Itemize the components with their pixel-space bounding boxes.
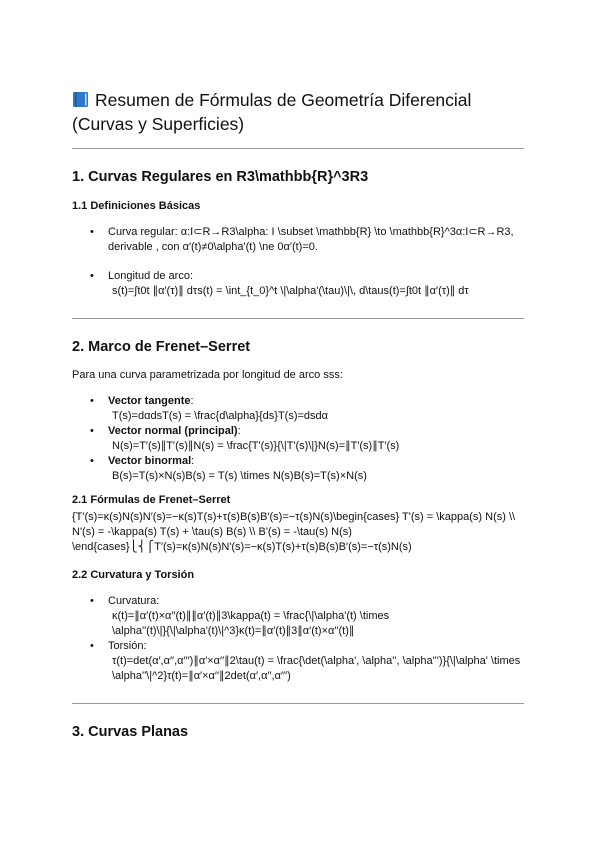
formula-line: N'(s) = -\kappa(s) T(s) + \tau(s) B(s) \\ B'(s) = -\tau(s) N(s) (72, 526, 352, 538)
list-item (72, 269, 524, 299)
formula: \alpha''(t)\|}{\|\alpha'(t)\|^3}κ(t)=∥α′(t)∥3∥α′(t)×α′′(t)∥ (112, 625, 355, 637)
item-text: derivable , con α′(t)≠0\alpha'(t) \ne 0α′(t)=0. (108, 241, 318, 253)
section-1-heading: 1. Curvas Regulares en R3\mathbb{R}^3R3 (72, 169, 369, 185)
section-2-intro: Para una curva parametrizada por longitud de arco sss: (72, 369, 343, 381)
divider (72, 148, 524, 149)
formula-line: \end{cases}⎩⎨⎧T′(s)=κ(s)N(s)N′(s)=−κ(s)T(s)+τ(s)B(s)B′(s)=−τ(s)N(s) (72, 541, 412, 553)
item-suffix: : (190, 395, 194, 407)
definitions-list (72, 225, 524, 255)
divider (72, 318, 524, 319)
frenet-formulas (72, 510, 524, 555)
section-3-heading: 3. Curvas Planas (72, 724, 189, 740)
item-label: Vector tangente (108, 395, 191, 407)
formula: T(s)=dαdsT(s) = \frac{d\alpha}{ds}T(s)=dsdα (112, 410, 329, 422)
item-label: Vector normal (principal) (108, 425, 238, 437)
item-text: Curva regular: α:I⊂R→R3\alpha: I \subset \mathbb{R} \to \mathbb{R}^3α:I⊂R→R3, (108, 226, 514, 238)
formula: s(t)=∫t0t ∥α′(τ)∥ dτs(t) = \int_{t_0}^t \|\alpha'(\tau)\|\, d\taus(t)=∫t0t ∥α′(τ)∥ dτ (112, 285, 469, 297)
formula: N(s)=T′(s)∥T′(s)∥N(s) = \frac{T'(s)}{\|T'(s)\|}N(s)=∥T′(s)∥T′(s) (112, 440, 400, 452)
document-title (72, 88, 524, 136)
list-item (72, 394, 524, 424)
subsection-1-1-heading: 1.1 Definiciones Básicas (72, 200, 201, 212)
list-item (72, 424, 524, 454)
list-item (72, 454, 524, 484)
formula: τ(t)=det(α′,α′′,α′′′)∥α′×α′′∥2\tau(t) = \frac{\det(\alpha', \alpha'', \alpha''')}{\|\alpha' \times (112, 655, 521, 667)
formula-line: {T′(s)=κ(s)N(s)N′(s)=−κ(s)T(s)+τ(s)B(s)B′(s)=−τ(s)N(s)\begin{cases} T'(s) = \kappa(s) N(s) \\ (72, 511, 516, 523)
frenet-vectors-list (72, 394, 524, 484)
subsection-2-2-heading: 2.2 Curvatura y Torsión (72, 569, 195, 581)
list-item (72, 225, 524, 255)
item-suffix: : (237, 425, 241, 437)
title-line-1: Resumen de Fórmulas de Geometría Diferencial (95, 90, 472, 110)
formula: κ(t)=∥α′(t)×α′′(t)∥∥α′(t)∥3\kappa(t) = \frac{\|\alpha'(t) \times (112, 610, 390, 622)
book-icon (72, 91, 89, 108)
subsection-2-1-heading: 2.1 Fórmulas de Frenet–Serret (72, 494, 231, 506)
curvature-torsion-list (72, 594, 524, 684)
item-suffix: : (191, 455, 195, 467)
section-2-heading: 2. Marco de Frenet–Serret (72, 339, 251, 355)
list-item (72, 594, 524, 639)
item-label: Vector binormal (108, 455, 192, 467)
item-text: Curvatura: (108, 595, 160, 607)
list-item (72, 639, 524, 684)
divider (72, 703, 524, 704)
arc-length-list (72, 269, 524, 299)
item-text: Torsión: (108, 640, 147, 652)
formula: \alpha''\|^2}τ(t)=∥α′×α′′∥2det(α′,α′′,α′′′) (112, 670, 291, 682)
title-line-2: (Curvas y Superficies) (72, 114, 245, 134)
item-text: Longitud de arco: (108, 270, 194, 282)
formula: B(s)=T(s)×N(s)B(s) = T(s) \times N(s)B(s)=T(s)×N(s) (112, 470, 367, 482)
